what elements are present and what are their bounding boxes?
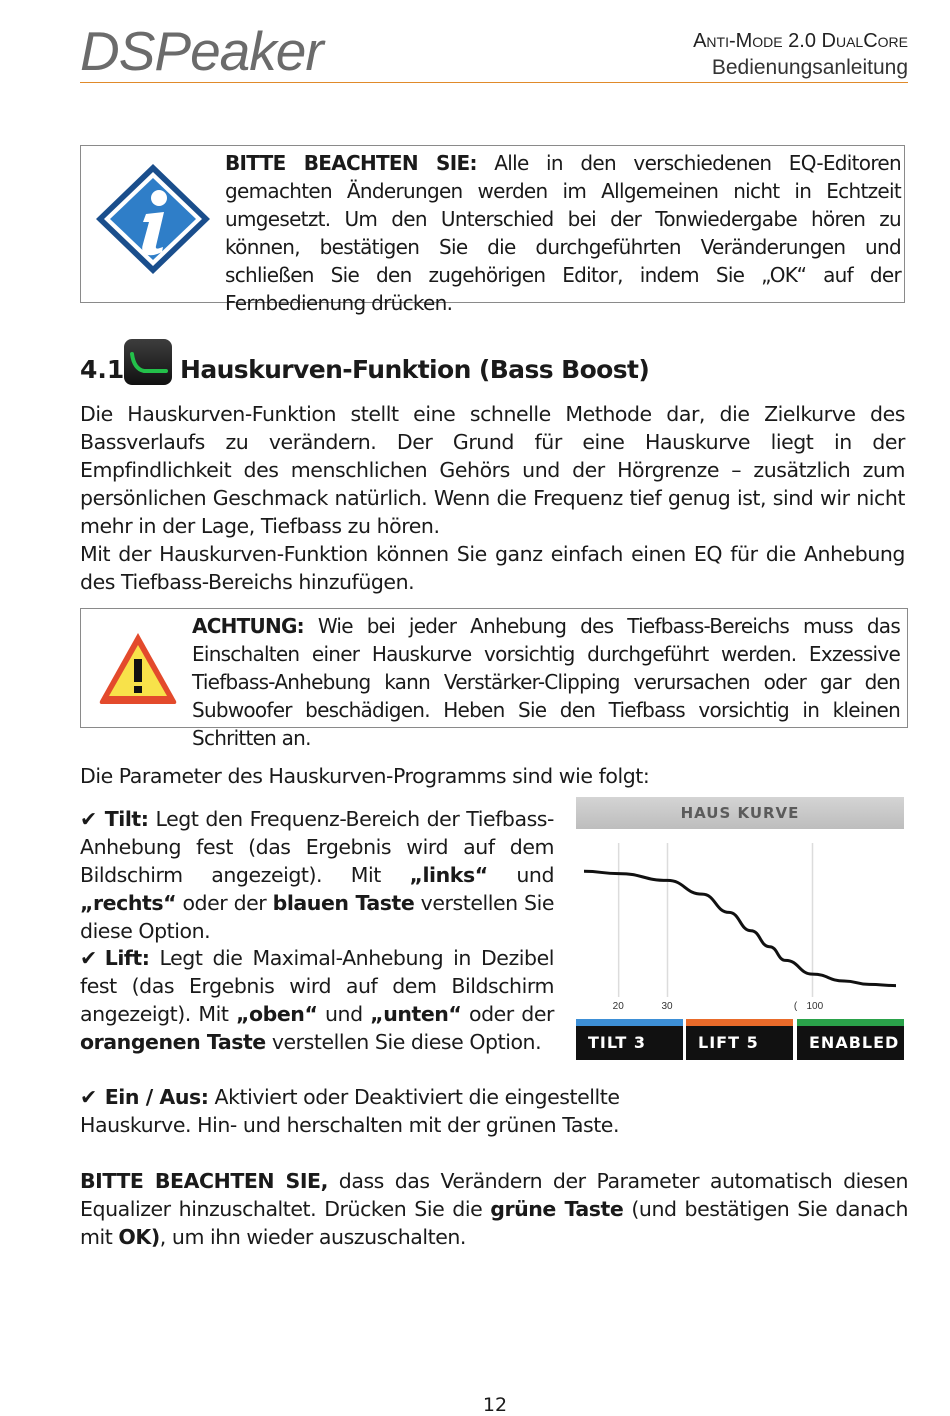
lift-label: Lift: [104, 946, 150, 970]
tilt-text-2: und [487, 863, 555, 887]
curve-series-line [584, 871, 896, 985]
final-key-ok: OK) [118, 1225, 160, 1249]
dspeaker-logo: DSPeaker [80, 20, 323, 82]
eq-paragraph: Mit der Hauskurven-Funktion können Sie ganz einfach einen EQ für die Anhebung des Tiefbass-Bereichs hinzufügen. [80, 542, 905, 594]
manual-subtitle: Bedienungsanleitung [711, 56, 908, 79]
intro-paragraph: Die Hauskurven-Funktion stellt eine schnelle Methode dar, die Zielkurve des Bassverlaufs zu verändern. Der Grund für eine Hauskurve liegt in der Empfindlichkeit des menschlichen Gehörs und der Hörgrenze – zusätzlich zum persönlichen Geschmack natürlich. Wenn die Frequenz tief genug ist, sind wir nicht mehr in der Lage, Tiefbass zu hören. [80, 402, 905, 538]
note-text [225, 149, 901, 317]
final-note-label: BITTE BEACHTEN SIE, [80, 1169, 328, 1193]
tilt-text-3: oder der [176, 891, 273, 915]
onoff-param [80, 1083, 680, 1139]
header-rule [80, 82, 908, 83]
tilt-label: Tilt: [104, 807, 149, 831]
final-text-1: dass das Verändern der Parameter automatisch diesen Equalizer hinzuschaltet. Drücken Sie die [80, 1169, 908, 1221]
haus-kurve-screen [576, 797, 904, 1060]
chart-header [576, 797, 904, 829]
tab-tilt-label: TILT 3 [588, 1033, 647, 1052]
x-tick-label: ( [793, 1001, 798, 1012]
lift-key-down: „unten“ [370, 1002, 462, 1026]
tilt-text-4: verstellen Sie diese Option. [80, 891, 554, 943]
warning-label: ACHTUNG: [192, 614, 304, 638]
final-note [80, 1167, 908, 1251]
tilt-param [80, 805, 554, 945]
chart-title: HAUS KURVE [680, 804, 800, 822]
lift-text-2: und [317, 1002, 371, 1026]
info-icon [94, 162, 212, 276]
final-text-2: (und bestätigen Sie danach mit [80, 1197, 908, 1249]
x-tick-label: 30 [661, 1001, 673, 1012]
tilt-key-right: „rechts“ [80, 891, 177, 915]
final-text-3: , um ihn wieder auszuschalten. [159, 1225, 466, 1249]
x-tick-label: 20 [612, 1001, 624, 1012]
params-intro: Die Parameter des Hauskurven-Programms sind wie folgt: [80, 764, 650, 788]
house-curve-icon [124, 339, 172, 385]
tab-lift-color-bar [686, 1019, 793, 1026]
checkmark-icon: ✔ [80, 807, 97, 831]
curve-plot [576, 829, 904, 1019]
tilt-key-blue: blauen Taste [272, 891, 415, 915]
lift-param [80, 944, 554, 1056]
tab-lift [686, 1019, 793, 1060]
final-key-green: grüne Taste [490, 1197, 624, 1221]
checkmark-icon: ✔ [80, 1085, 97, 1109]
lift-text-3: oder der [461, 1002, 554, 1026]
tab-tilt [576, 1019, 683, 1060]
product-title-text: Anti-Mode 2.0 DualCore [693, 30, 908, 52]
tab-enabled-label: ENABLED [809, 1033, 900, 1052]
tilt-key-left: „links“ [409, 863, 488, 887]
note-label: BITTE BEACHTEN SIE: [225, 151, 477, 175]
warning-body: Wie bei jeder Anhebung des Tiefbass-Bereichs muss das Einschalten einer Hauskurve vorsichtig durchgeführt werden. Exzessive Tiefbass-Anhebung kann Verstärker-Clipping verursachen oder gar den Subwoofer beschädigen. Heben Sie den Tiefbass vorsichtig in kleinen Schritten an. [192, 614, 900, 750]
onoff-text: Aktiviert oder Deaktiviert die eingestellte Hauskurve. Hin- und herschalten mit der grünen Taste. [80, 1085, 620, 1137]
lift-key-orange: orangenen Taste [80, 1030, 266, 1054]
note-body: Alle in den verschiedenen EQ-Editoren gemachten Änderungen werden im Allgemeinen nicht in Echtzeit umgesetzt. Um den Unterschied bei der Tonwiedergabe hören zu können, bestätigen Sie die durchgeführten Veränderungen und schließen Sie den zugehörigen Editor, indem Sie „OK“ auf der Fernbedienung drücken. [225, 151, 901, 315]
lift-key-up: „oben“ [235, 1002, 318, 1026]
page-number: 12 [482, 1394, 508, 1416]
tilt-text-1: Legt den Frequenz-Bereich der Tiefbass-Anhebung fest (das Ergebnis wird auf dem Bildschirm angezeigt). Mit [80, 807, 554, 887]
warning-icon [96, 629, 180, 707]
tab-enabled-color-bar [797, 1019, 904, 1026]
checkmark-icon: ✔ [80, 946, 97, 970]
product-title [693, 30, 908, 52]
onoff-label: Ein / Aus: [104, 1085, 209, 1109]
x-tick-label: 100 [806, 1001, 824, 1012]
warning-text [192, 612, 900, 752]
lift-text-1: Legt die Maximal-Anhebung in Dezibel fest (das Ergebnis wird auf dem Bildschirm angezeigt). Mit [80, 946, 554, 1026]
lift-text-4: verstellen Sie diese Option. [265, 1030, 542, 1054]
section-title: Hauskurven-Funktion (Bass Boost) [180, 355, 650, 384]
tab-tilt-color-bar [576, 1019, 683, 1026]
tab-lift-label: LIFT 5 [698, 1033, 759, 1052]
tab-enabled [797, 1019, 904, 1060]
section-number: 4.1 [80, 355, 125, 384]
